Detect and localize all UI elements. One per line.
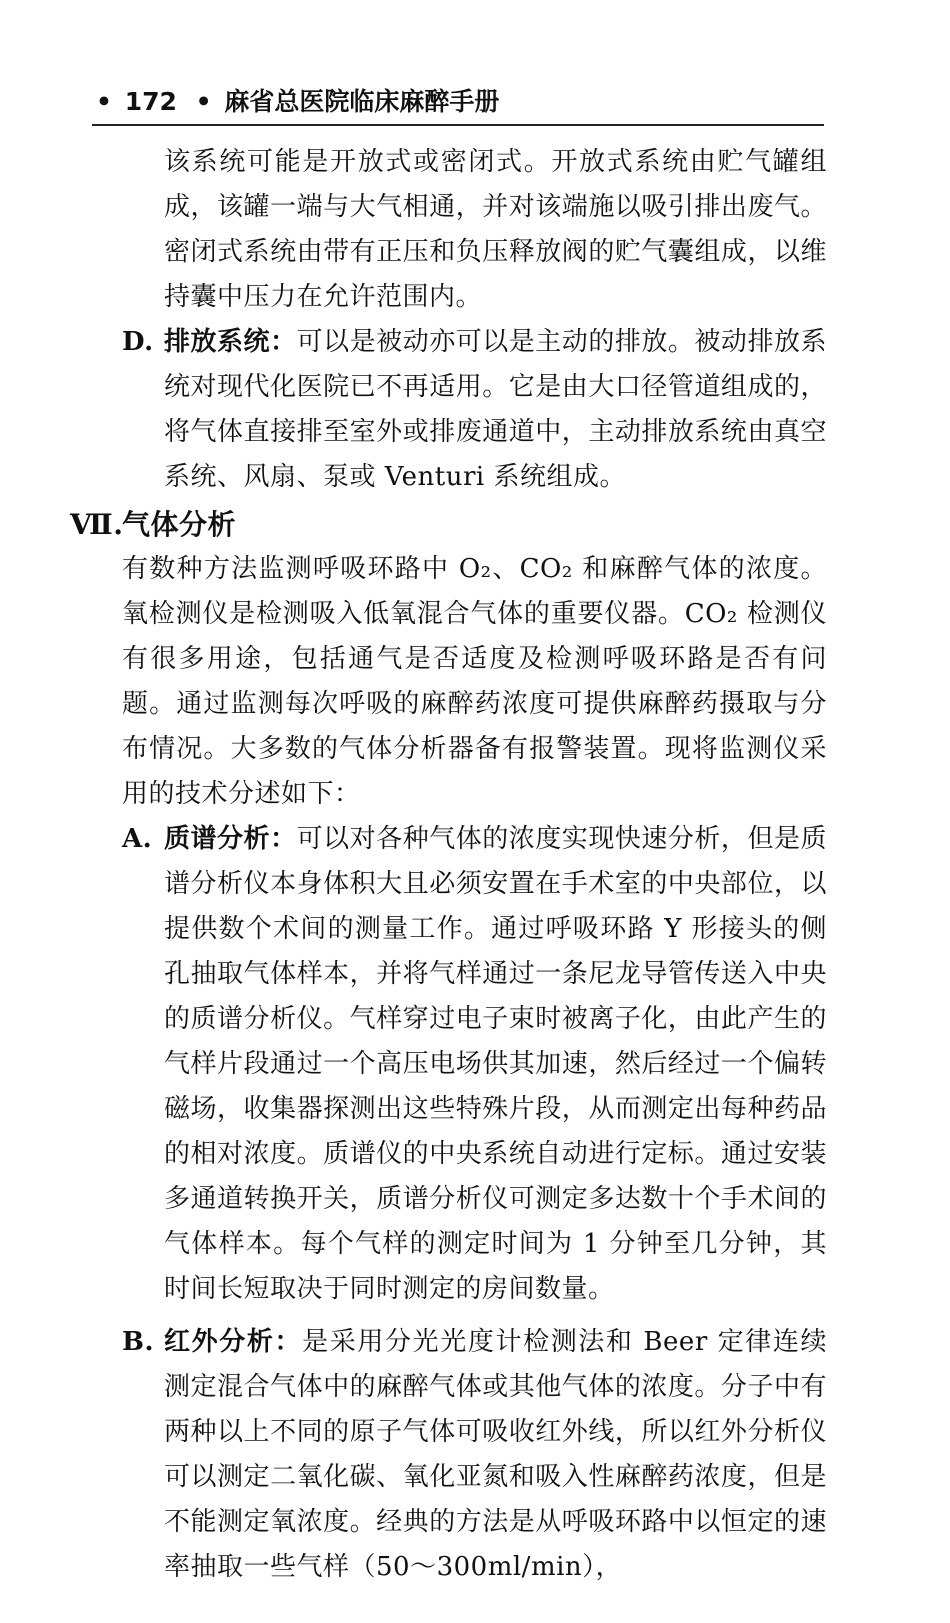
- section-title: 气体分析: [122, 508, 237, 541]
- section-heading: [70, 502, 827, 547]
- running-header: [92, 82, 822, 122]
- item-d: [92, 320, 827, 500]
- item-c-continuation: 该系统可能是开放式或密闭式。开放式系统由贮气罐组成，该罐一端与大气相通，并对该端施以吸引排出废气。密闭式系统由带有正压和负压释放阀的贮气囊组成，以维持囊中压力在允许范围内。: [164, 147, 827, 312]
- item-a-term: 质谱分析：: [164, 824, 297, 854]
- page-number: 172: [124, 87, 177, 116]
- header-rule: [92, 124, 824, 126]
- item-d-label: D.: [122, 327, 154, 357]
- item-b: [92, 1320, 827, 1590]
- header-bullet-right: •: [195, 87, 212, 116]
- section-intro: 有数种方法监测呼吸环路中 O₂、CO₂ 和麻醉气体的浓度。氧检测仪是检测吸入低氧混合气体的重要仪器。CO₂ 检测仪有很多用途，包括通气是否适度及检测呼吸环路是否有问题。通过监测每次呼吸的麻醉药浓度可提供麻醉药摄取与分布情况。大多数的气体分析器备有报警装置。现将监测仪采用的技术分述如下：: [122, 554, 827, 809]
- item-b-text: 是采用分光光度计检测法和 Beer 定律连续测定混合气体中的麻醉气体或其他气体的浓度。分子中有两种以上不同的原子气体可吸收红外线，所以红外分析仪可以测定二氧化碳、氧化亚氮和吸入性麻醉药浓度，但是不能测定氧浓度。经典的方法是从呼吸环路中以恒定的速率抽取一些气样（50～300ml/min），: [164, 1327, 827, 1582]
- item-d-term: 排放系统：: [164, 327, 297, 357]
- page-body: [70, 140, 827, 1590]
- item-b-label: B.: [122, 1327, 155, 1357]
- item-a: [92, 817, 827, 1312]
- header-bullet-left: •: [96, 87, 112, 116]
- item-a-text: 可以对各种气体的浓度实现快速分析，但是质谱分析仪本身体积大且必须安置在手术室的中央部位，以提供数个术间的测量工作。通过呼吸环路 Y 形接头的侧孔抽取气体样本，并将气样通过一条尼龙导管传送入中央的质谱分析仪。气样穿过电子束时被离子化，由此产生的气样片段通过一个高压电场供其加速，然后经过一个偏转磁场，收集器探测出这些特殊片段，从而测定出每种药品的相对浓度。质谱仪的中央系统自动进行定标。通过安装多通道转换开关，质谱分析仪可测定多达数十个手术间的气体样本。每个气样的测定时间为 1 分钟至几分钟，其时间长短取决于同时测定的房间数量。: [164, 824, 827, 1304]
- item-a-label: A.: [122, 824, 153, 854]
- item-d-text: 可以是被动亦可以是主动的排放。被动排放系统对现代化医院已不再适用。它是由大口径管道组成的，将气体直接排至室外或排废通道中，主动排放系统由真空系统、风扇、泵或 Venturi 系统组成。: [164, 327, 827, 492]
- item-b-term: 红外分析：: [164, 1327, 303, 1357]
- section-number: Ⅶ.: [70, 508, 124, 541]
- book-title: 麻省总医院临床麻醉手册: [224, 87, 500, 116]
